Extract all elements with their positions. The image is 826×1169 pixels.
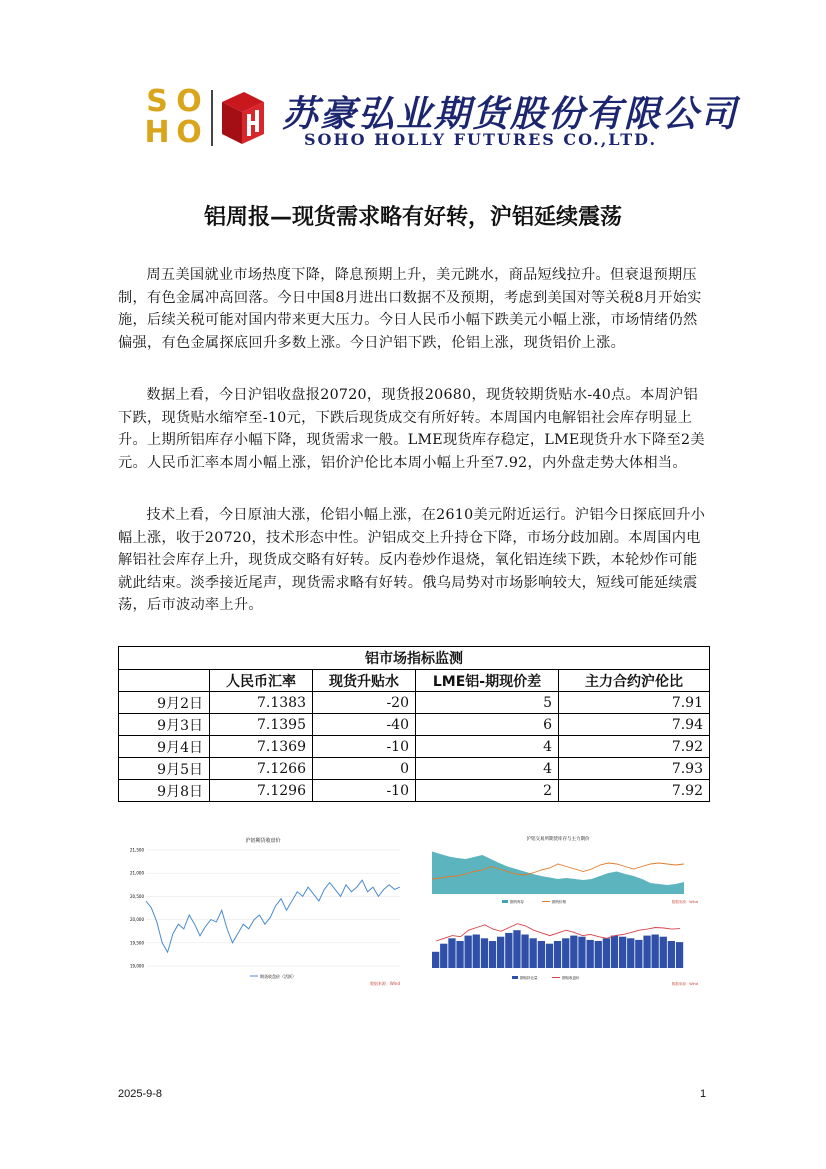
table-cell: -10 bbox=[313, 780, 416, 802]
chart-bar bbox=[505, 933, 512, 968]
soho-letter: H bbox=[144, 115, 170, 150]
chart-bar bbox=[465, 936, 472, 968]
footer-date: 2025-9-8 bbox=[118, 1088, 163, 1100]
chart-title: 沪铝交易所期货库存与主力期价 bbox=[526, 837, 590, 842]
chart-bar bbox=[481, 938, 488, 968]
table-header-cell: 现货升贴水 bbox=[313, 670, 416, 692]
report-title: 铝周报—现货需求略有好转，沪铝延续震荡 bbox=[203, 205, 622, 230]
paragraph-technical: 技术上看，今日原油大涨，伦铝小幅上涨，在2610美元附近运行。沪铝今日探底回升小幅上涨，收于20720，技术形态中性。沪铝成交上升持仓下降，市场分歧加剧。本周国内电解铝社会库存上升，现货成交略有好转。反内卷炒作退烧，氧化铝连续下跌，本轮炒作可能就此结束。淡季接近尾声，现货需求略有好转。俄乌局势对市场影响较大，短线可能延续震荡，后市波动率上升。 bbox=[118, 507, 706, 613]
y-tick-label: 20,000 bbox=[130, 917, 144, 923]
chart-title: 沪铝期货收盘价 bbox=[245, 838, 281, 844]
table-row bbox=[119, 692, 710, 714]
company-name-cn: 苏豪弘业期货股份有限公司 bbox=[282, 93, 739, 135]
chart-aluminium-close-price bbox=[118, 828, 408, 988]
table-cell: 7.1296 bbox=[210, 780, 313, 802]
chart-bar bbox=[619, 937, 626, 968]
table-cell: -40 bbox=[313, 714, 416, 736]
chart-bar bbox=[587, 940, 594, 968]
soho-letter: S bbox=[146, 84, 168, 119]
table-cell: 7.92 bbox=[559, 780, 710, 802]
chart-bar bbox=[513, 930, 520, 968]
table-cell: 9月2日 bbox=[119, 692, 210, 714]
paragraph-data: 数据上看，今日沪铝收盘报20720，现货报20680，现货较期货贴水-40点。本周沪铝下跌，现货贴水缩窄至-10元，下跌后现货成交有所好转。本周国内电解铝社会库存明显上升。上期所铝库存小幅下降，现货需求一般。LME现货库存稳定，LME现货升水下降至2美元。人民币汇率本周小幅上涨，铝价沪伦比本周小幅上升至7.92，内外盘走势大体相当。 bbox=[118, 387, 705, 471]
table-cell: 4 bbox=[416, 758, 559, 780]
legend-swatch bbox=[512, 976, 518, 979]
table-cell: 7.92 bbox=[559, 736, 710, 758]
chart-bar bbox=[489, 941, 496, 968]
table-row bbox=[119, 780, 710, 802]
chart-bar bbox=[668, 941, 675, 968]
chart-source: 数据来源：Wind bbox=[671, 900, 698, 904]
chart-bar bbox=[660, 937, 667, 968]
chart-bar bbox=[546, 944, 553, 968]
chart-series-line bbox=[146, 880, 400, 952]
table-cell: 7.94 bbox=[559, 714, 710, 736]
table-cell: -10 bbox=[313, 736, 416, 758]
chart-bar bbox=[456, 941, 463, 968]
table-header-cell: 主力合约沪伦比 bbox=[559, 670, 710, 692]
chart-bar bbox=[578, 937, 585, 968]
soho-letter: O bbox=[176, 115, 202, 150]
y-tick-label: 19,500 bbox=[130, 940, 144, 946]
legend-label: 期铝持仓量 bbox=[520, 976, 538, 980]
table-cell: 9月5日 bbox=[119, 758, 210, 780]
chart-bar bbox=[635, 940, 642, 968]
indicator-table bbox=[118, 646, 710, 802]
table-header-cell bbox=[119, 670, 210, 692]
chart-bar bbox=[570, 936, 577, 968]
chart-open-interest bbox=[412, 908, 704, 988]
chart-bar bbox=[643, 936, 650, 968]
table-cell: 7.1395 bbox=[210, 714, 313, 736]
y-tick-label: 19,000 bbox=[130, 963, 144, 969]
page-number: 1 bbox=[700, 1088, 707, 1100]
chart-bar bbox=[497, 937, 504, 968]
company-name-en: SOHO HOLLY FUTURES CO.,LTD. bbox=[304, 130, 658, 149]
chart-source: 数据来源：Wind bbox=[369, 981, 400, 986]
table-cell: 7.1266 bbox=[210, 758, 313, 780]
legend-label: 期货价格 bbox=[552, 900, 566, 904]
paragraph-market: 周五美国就业市场热度下降，降息预期上升，美元跳水，商品短线拉升。但衰退预期压制，有色金属冲高回落。今日中国8月进出口数据不及预期，考虑到美国对等关税8月开始实施，后续关税可能对国内带来更大压力。今日人民币小幅下跌美元小幅上涨，市场情绪仍然偏强，有色金属探底回升多数上涨。今日沪铝下跌，伦铝上涨，现货铝价上涨。 bbox=[118, 267, 702, 351]
chart-bar bbox=[611, 936, 618, 968]
chart-bar bbox=[554, 941, 561, 968]
chart-bar bbox=[440, 944, 447, 968]
table-header-cell: 人民币汇率 bbox=[210, 670, 313, 692]
table-row bbox=[119, 758, 710, 780]
chart-bar bbox=[562, 938, 569, 968]
table-cell: 7.1383 bbox=[210, 692, 313, 714]
y-tick-label: 20,500 bbox=[130, 893, 144, 899]
table-cell: 2 bbox=[416, 780, 559, 802]
table-header-cell: LME铝-期现价差 bbox=[416, 670, 559, 692]
chart-bar bbox=[538, 941, 545, 968]
table-cell: 9月3日 bbox=[119, 714, 210, 736]
table-row bbox=[119, 736, 710, 758]
y-tick-label: 21,500 bbox=[130, 847, 144, 853]
chart-bar bbox=[627, 938, 634, 968]
table-cell: 9月4日 bbox=[119, 736, 210, 758]
legend-swatch bbox=[502, 900, 508, 903]
logo-divider bbox=[211, 90, 213, 146]
company-logo bbox=[142, 84, 739, 150]
chart-bar bbox=[432, 952, 439, 968]
chart-bar bbox=[652, 935, 659, 969]
soho-logo bbox=[142, 84, 206, 150]
table-cell: 7.1369 bbox=[210, 736, 313, 758]
chart-bar bbox=[473, 935, 480, 969]
y-tick-label: 21,000 bbox=[130, 870, 144, 876]
chart-bar bbox=[603, 938, 610, 968]
table-cell: 5 bbox=[416, 692, 559, 714]
table-row bbox=[119, 714, 710, 736]
legend-label: 期铝收盘价 bbox=[562, 976, 580, 980]
legend-label: 期货库存 bbox=[510, 900, 524, 904]
table-cell: 6 bbox=[416, 714, 559, 736]
table-cell: 7.91 bbox=[559, 692, 710, 714]
chart-bar bbox=[448, 938, 455, 968]
chart-bar bbox=[530, 938, 537, 968]
table-cell: 7.93 bbox=[559, 758, 710, 780]
chart-source: 数据来源：Wind bbox=[671, 982, 698, 986]
table-cell: 4 bbox=[416, 736, 559, 758]
chart-bar bbox=[595, 941, 602, 968]
table-cell: 9月8日 bbox=[119, 780, 210, 802]
soho-letter: O bbox=[176, 84, 202, 119]
table-cell: 0 bbox=[313, 758, 416, 780]
holly-emblem-icon bbox=[218, 88, 268, 146]
legend-label: 期货收盘价（活跃） bbox=[260, 974, 296, 979]
chart-inventory-price bbox=[412, 832, 704, 906]
chart-bar bbox=[676, 942, 683, 968]
table-caption: 铝市场指标监测 bbox=[119, 647, 710, 670]
table-header-row bbox=[119, 670, 710, 692]
chart-bar bbox=[521, 935, 528, 969]
table-cell: -20 bbox=[313, 692, 416, 714]
